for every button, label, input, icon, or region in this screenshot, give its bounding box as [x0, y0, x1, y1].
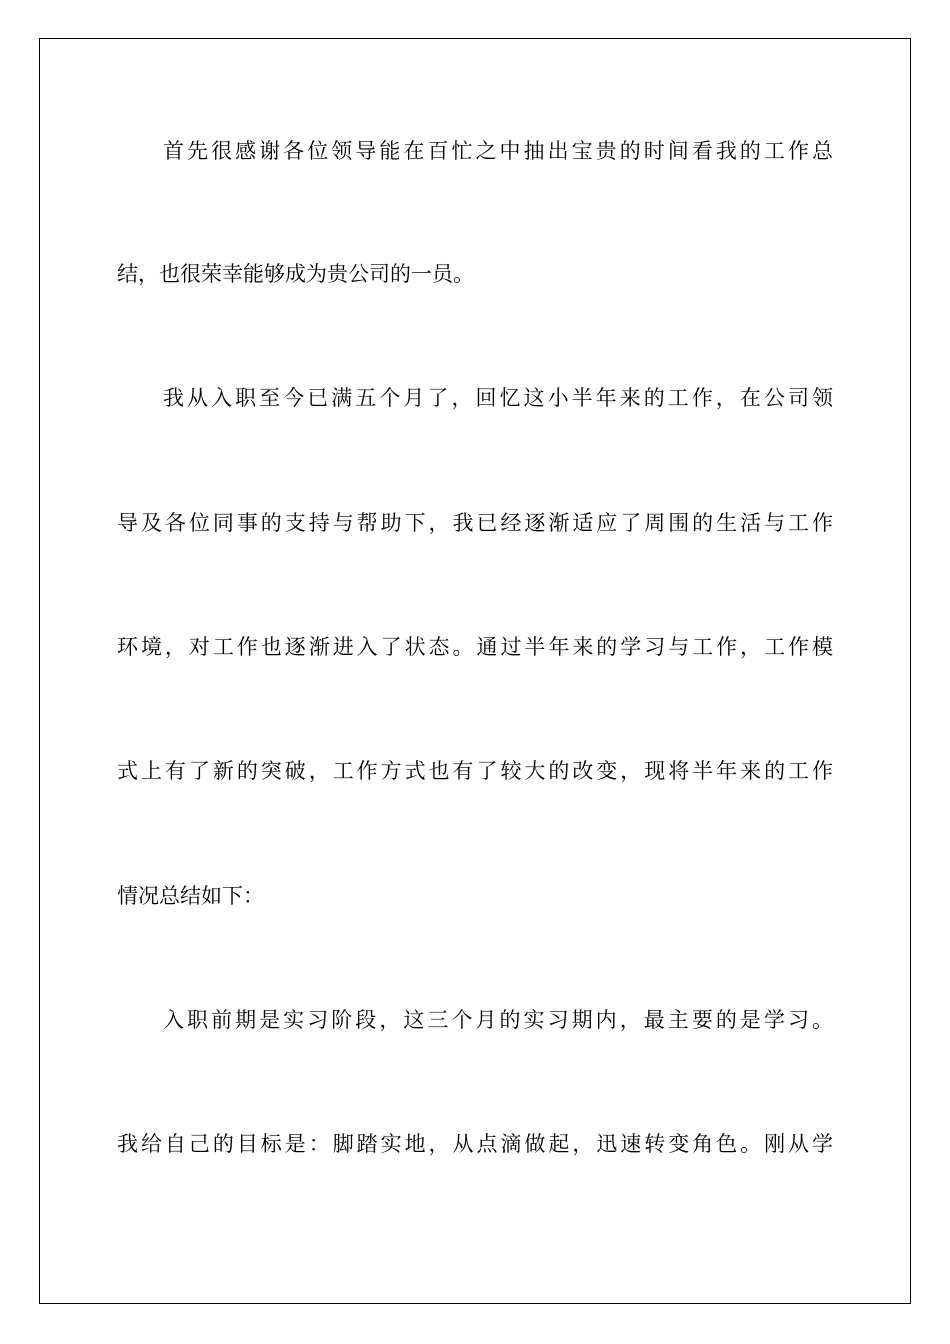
paragraph-3-line-1: 入职前期是实习阶段，这三个月的实习期内，最主要的是学习。	[163, 1008, 833, 1032]
paragraph-2-line-3: 环境，对工作也逐渐进入了状态。通过半年来的学习与工作，工作模	[117, 635, 833, 659]
paragraph-1-line-2: 结，也很荣幸能够成为贵公司的一员。	[117, 262, 474, 286]
paragraph-2-line-5: 情况总结如下：	[117, 884, 264, 908]
page-frame	[39, 38, 911, 1304]
paragraph-3-line-2: 我给自己的目标是：脚踏实地，从点滴做起，迅速转变角色。刚从学	[117, 1132, 833, 1156]
paragraph-2-line-1: 我从入职至今已满五个月了，回忆这小半年来的工作，在公司领	[163, 386, 833, 410]
paragraph-2-line-4: 式上有了新的突破，工作方式也有了较大的改变，现将半年来的工作	[117, 759, 833, 783]
paragraph-1-line-1: 首先很感谢各位领导能在百忙之中抽出宝贵的时间看我的工作总	[163, 139, 833, 163]
paragraph-2-line-2: 导及各位同事的支持与帮助下，我已经逐渐适应了周围的生活与工作	[117, 511, 833, 535]
